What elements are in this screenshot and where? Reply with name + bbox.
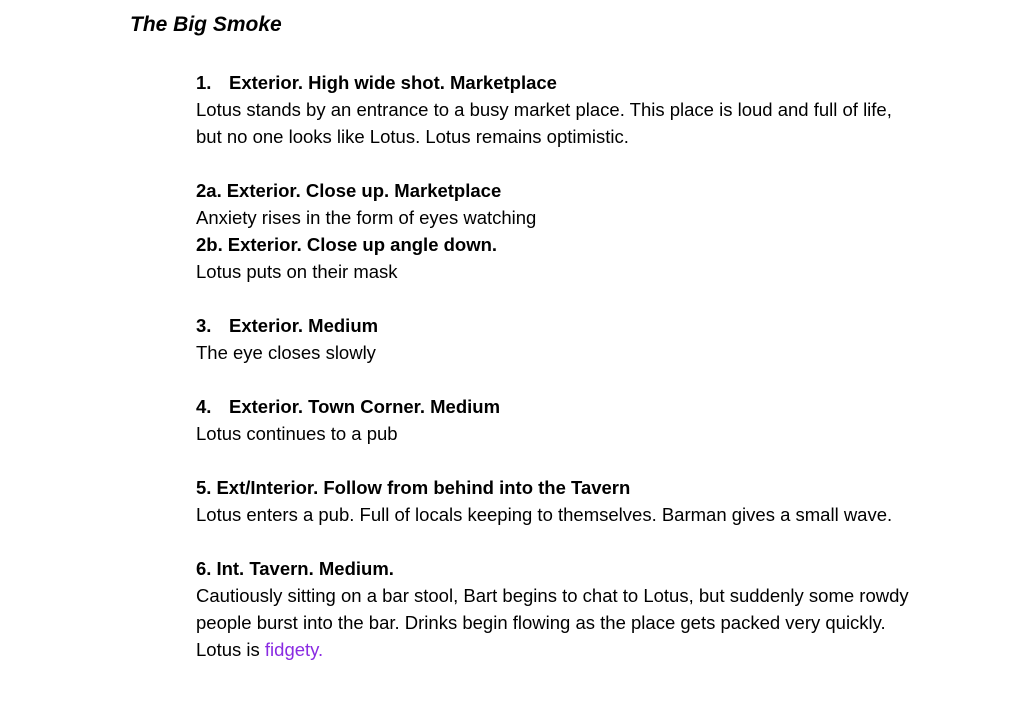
shot-heading xyxy=(196,555,916,582)
shot-list xyxy=(196,69,916,663)
shot-heading xyxy=(196,474,916,501)
shot-description: Lotus puts on their mask xyxy=(196,261,398,282)
shot-heading xyxy=(196,231,916,258)
shot-description: The eye closes slowly xyxy=(196,342,376,363)
shot-1 xyxy=(196,69,916,150)
fidgety-link[interactable]: fidgety. xyxy=(264,639,324,660)
shot-6 xyxy=(196,555,916,663)
shot-number: 2a. xyxy=(196,180,222,201)
shot-2a xyxy=(196,177,916,231)
shot-heading-text: Exterior. High wide shot. Marketplace xyxy=(229,72,557,93)
shot-description: Lotus continues to a pub xyxy=(196,423,398,444)
shot-4 xyxy=(196,393,916,447)
shot-number: 5. xyxy=(196,477,212,498)
shot-description: Lotus stands by an entrance to a busy market place. This place is loud and full of life, but no one looks like Lotus. Lotus remains optimistic. xyxy=(196,99,892,147)
shot-3 xyxy=(196,312,916,366)
shot-description xyxy=(196,582,916,663)
shot-5 xyxy=(196,474,916,528)
shot-heading-text: Exterior. Close up. Marketplace xyxy=(226,180,502,201)
shot-heading-text: Int. Tavern. Medium. xyxy=(216,558,394,579)
shot-heading xyxy=(196,177,916,204)
shot-heading xyxy=(196,393,916,420)
document-title: The Big Smoke xyxy=(130,13,282,36)
shot-heading xyxy=(196,312,916,339)
shot-number: 3. xyxy=(196,315,212,336)
shot-2b xyxy=(196,231,916,285)
shot-number: 1. xyxy=(196,72,212,93)
shot-heading xyxy=(196,69,916,96)
shot-number: 2b. xyxy=(196,234,223,255)
shot-heading-text: Exterior. Medium xyxy=(229,315,379,336)
shot-description: Lotus enters a pub. Full of locals keeping to themselves. Barman gives a small wave. xyxy=(196,504,893,525)
shot-heading-text: Exterior. Town Corner. Medium xyxy=(229,396,501,417)
shot-number: 4. xyxy=(196,396,212,417)
shot-heading-text: Exterior. Close up angle down. xyxy=(227,234,498,255)
shot-number: 6. xyxy=(196,558,212,579)
shot-description-text: Cautiously sitting on a bar stool, Bart begins to chat to Lotus, but suddenly some rowdy people burst into the bar. Drinks begin flowing as the place gets packed very quickly. Lotus is xyxy=(196,585,909,660)
shot-description: Anxiety rises in the form of eyes watching xyxy=(196,207,537,228)
shot-heading-text: Ext/Interior. Follow from behind into the Tavern xyxy=(216,477,631,498)
